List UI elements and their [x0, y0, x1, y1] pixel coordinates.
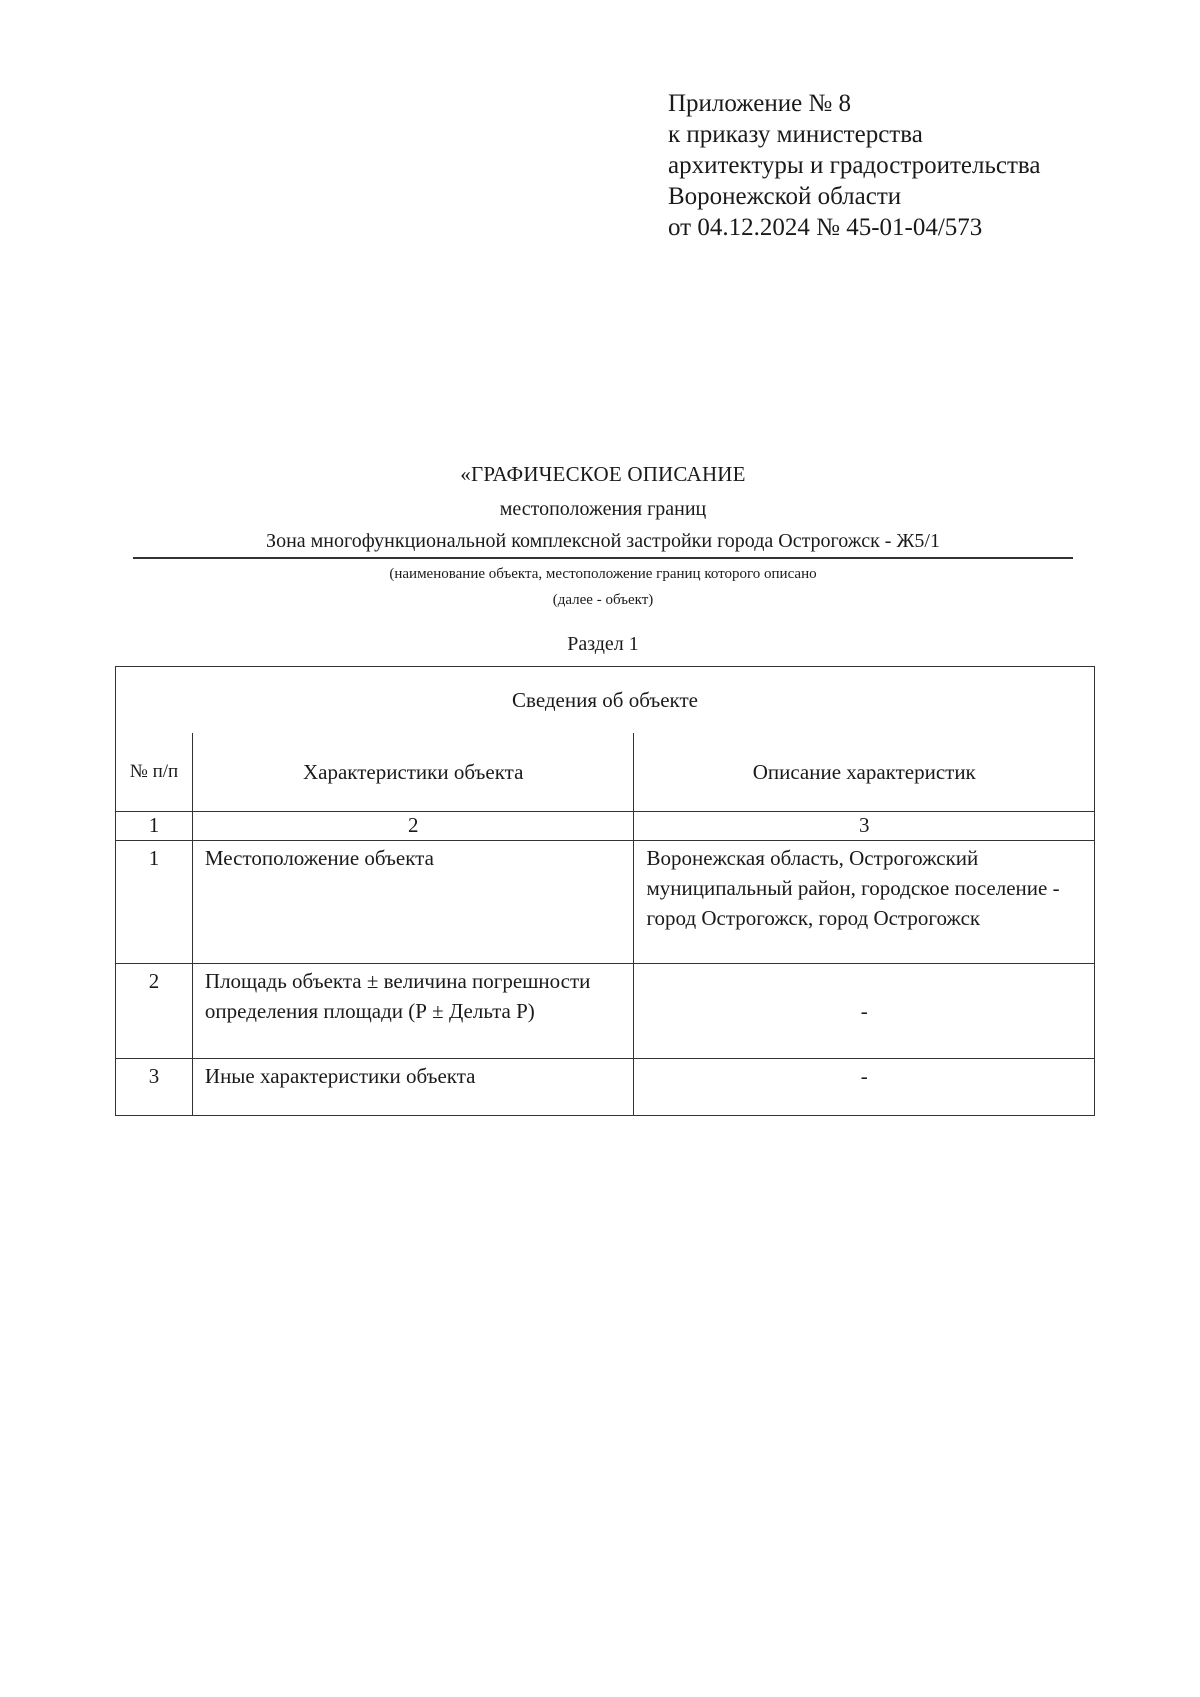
table-header-row: [116, 733, 1095, 812]
column-number: 2: [192, 812, 634, 841]
column-number: 3: [634, 812, 1095, 841]
appendix-reference: [668, 88, 1040, 243]
appendix-date-line: от 04.12.2024 № 45-01-04/573: [668, 214, 983, 241]
row-description: Воронежская область, Острогожский муниципальный район, городское поселение - город Острогожск, город Острогожск: [634, 841, 1095, 964]
row-number: 2: [116, 964, 193, 1059]
appendix-ministry-line: архитектуры и градостроительства: [668, 152, 1041, 179]
row-description: -: [634, 964, 1095, 1059]
header-characteristic: Характеристики объекта: [192, 733, 634, 812]
table-row: [116, 841, 1095, 964]
row-number: 3: [116, 1059, 193, 1116]
object-name-note-line2: (далее - объект): [552, 592, 654, 608]
column-number-row: [116, 812, 1095, 841]
appendix-order-line: к приказу министерства: [668, 121, 923, 148]
appendix-region-line: Воронежской области: [668, 183, 902, 210]
column-number: 1: [116, 812, 193, 841]
section-title: Раздел 1: [567, 633, 639, 655]
row-characteristic: Местоположение объекта: [192, 841, 634, 964]
header-number: № п/п: [116, 733, 193, 812]
row-characteristic: Площадь объекта ± величина погрешности определения площади (Р ± Дельта Р): [192, 964, 634, 1059]
row-characteristic: Иные характеристики объекта: [192, 1059, 634, 1116]
table-caption-row: [116, 667, 1095, 734]
object-info-table: [115, 666, 1095, 1116]
row-description: -: [634, 1059, 1095, 1116]
object-name: Зона многофункциональной комплексной застройки города Острогожск - Ж5/1: [133, 528, 1073, 559]
document-heading: [133, 460, 1073, 657]
document-title: «ГРАФИЧЕСКОЕ ОПИСАНИЕ: [460, 462, 746, 486]
document-subtitle: местоположения границ: [499, 498, 707, 520]
appendix-number: Приложение № 8: [668, 90, 852, 117]
header-description: Описание характеристик: [634, 733, 1095, 812]
table-caption: Сведения об объекте: [116, 667, 1095, 734]
object-name-note-line1: (наименование объекта, местоположение границ которого описано: [389, 566, 817, 582]
table-row: [116, 1059, 1095, 1116]
row-number: 1: [116, 841, 193, 964]
table-row: [116, 964, 1095, 1059]
